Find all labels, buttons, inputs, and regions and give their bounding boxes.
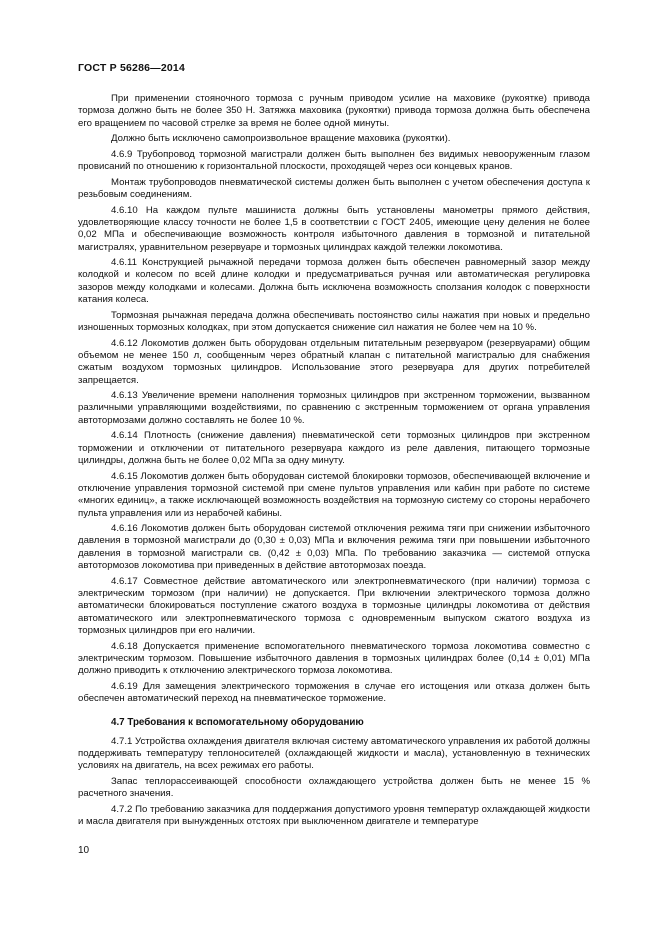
paragraph-4-6-18: 4.6.18 Допускается применение вспомогательного пневматического тормоза локомотива совместно с электрическим тормозом. Повышение избыточного давления в тормозных цилиндрах более (0,14 ± 0,01) МПа должно приводить к отключению электрического тормоза локомотива. [78, 640, 590, 677]
paragraph: Должно быть исключено самопроизвольное вращение маховика (рукоятки). [111, 133, 451, 145]
paragraph-4-6-10: 4.6.10 На каждом пульте машиниста должны быть установлены манометры прямого действия, удовлетворяющие классу точности не более 1,5 в соответствии с ГОСТ 2405, имеющие цену деления не более 0,02 МПа и обеспечивающие возможность контроля избыточного давления в тормозной и питательной магистралях, уравнительном резервуаре и тормозных цилиндрах каждой тележки локомотива. [78, 204, 590, 253]
paragraph-4-6-15: 4.6.15 Локомотив должен быть оборудован системой блокировки тормозов, обеспечивающей включение и отключение управления тормозной системой при смене пультов управления или кабин при работе по системе «многих единиц», а также исключающей возможность воздействия на тормозную систему со стороны нерабочего пульта управления или из нерабочей кабины. [78, 470, 590, 519]
paragraph-4-6-9: 4.6.9 Трубопровод тормозной магистрали должен быть выполнен без видимых невооруженным глазом провисаний по отношению к горизонтальной плоскости, проходящей через оси концевых кранов. [78, 148, 590, 173]
document-header: ГОСТ Р 56286—2014 [78, 62, 186, 74]
paragraph-4-6-14: 4.6.14 Плотность (снижение давления) пневматической сети тормозных цилиндров при экстренном торможении и отключении от питательного резервуара каждого из реле давления, питающего тормозные цилиндры, должна быть не более 0,02 МПа за одну минуту. [78, 430, 590, 466]
document-body [78, 93, 590, 832]
paragraph-4-6-12: 4.6.12 Локомотив должен быть оборудован отдельным питательным резервуаром (резервуарами) общим объемом не менее 150 л, сообщенным через обратный клапан с питательной магистралью для снабжения сжатым воздухом тормозных цилиндров. Использование этого резервуара для других потребителей запрещается. [78, 337, 590, 386]
paragraph-4-6-16: 4.6.16 Локомотив должен быть оборудован системой отключения режима тяги при снижении избыточного давления в тормозной магистрали до (0,30 ± 0,03) МПа и включения режима тяги при повышении избыточного давления в тормозной магистрали св. (0,42 ± 0,03) МПа. По требованию заказчика — системой отпуска автотормозов локомотива при приведенных в действие автотормозах поезда. [78, 523, 590, 572]
paragraph: Монтаж трубопроводов пневматической системы должен быть выполнен с учетом обеспечения доступа к резьбовым соединениям. [78, 176, 590, 200]
paragraph-4-6-19: 4.6.19 Для замещения электрического торможения в случае его истощения или отказа должен быть обеспечен автоматический переход на пневматическое торможение. [78, 680, 590, 705]
paragraph-4-6-17: 4.6.17 Совместное действие автоматического или электропневматического (при наличии) тормоза с электрическим тормозом (при наличии) не допускается. При включении электрического тормоза должно автоматически блокироваться поступление сжатого воздуха в тормозные цилиндры локомотива от действия автоматического или электропневматического тормоза с одновременным выпуском сжатого воздуха из тормозных цилиндров при его наличии. [78, 575, 590, 636]
paragraph-4-6-11: 4.6.11 Конструкцией рычажной передачи тормоза должен быть обеспечен равномерный зазор между колодкой и колесом по всей длине колодки и предусматриваться ручная или автоматическая регулировка зазоров между колодками и колесами. Должна быть исключена возможность сползания колодок с поверхности катания колеса. [78, 257, 590, 306]
section-heading: 4.7 Требования к вспомогательному оборудованию [111, 717, 364, 729]
paragraph: Запас теплорассеивающей способности охлаждающего устройства должен быть не менее 15 % расчетного значения. [78, 776, 590, 800]
paragraph-4-6-13: 4.6.13 Увеличение времени наполнения тормозных цилиндров при экстренном торможении, вызванном различными управляющими воздействиями, по сравнению с экстренным торможением от органа управления автотормозами должно составлять не более 10 %. [78, 390, 590, 426]
page-number: 10 [78, 845, 90, 856]
paragraph-4-7-1: 4.7.1 Устройства охлаждения двигателя включая систему автоматического управления их работой должны поддерживать температуру теплоносителей (охлаждающей жидкости и масла), установленную в технических условиях на двигатель, на всех режимах его работы. [78, 735, 590, 772]
paragraph: Тормозная рычажная передача должна обеспечивать постоянство силы нажатия при новых и предельно изношенных тормозных колодках, при этом допускается снижение сил нажатия не более чем на 10 %. [78, 309, 590, 333]
paragraph: При применении стояночного тормоза с ручным приводом усилие на маховике (рукоятке) привода тормоза должно быть не более 350 Н. Затяжка маховика (рукоятки) привода тормоза должна быть обеспечена его вращением по часовой стрелке за время не более одной минуты. [78, 93, 590, 129]
paragraph-4-7-2: 4.7.2 По требованию заказчика для поддержания допустимого уровня температур охлаждающей жидкости и масла двигателя при вынужденных отстоях при выключенном двигателе и температуре [78, 803, 590, 828]
